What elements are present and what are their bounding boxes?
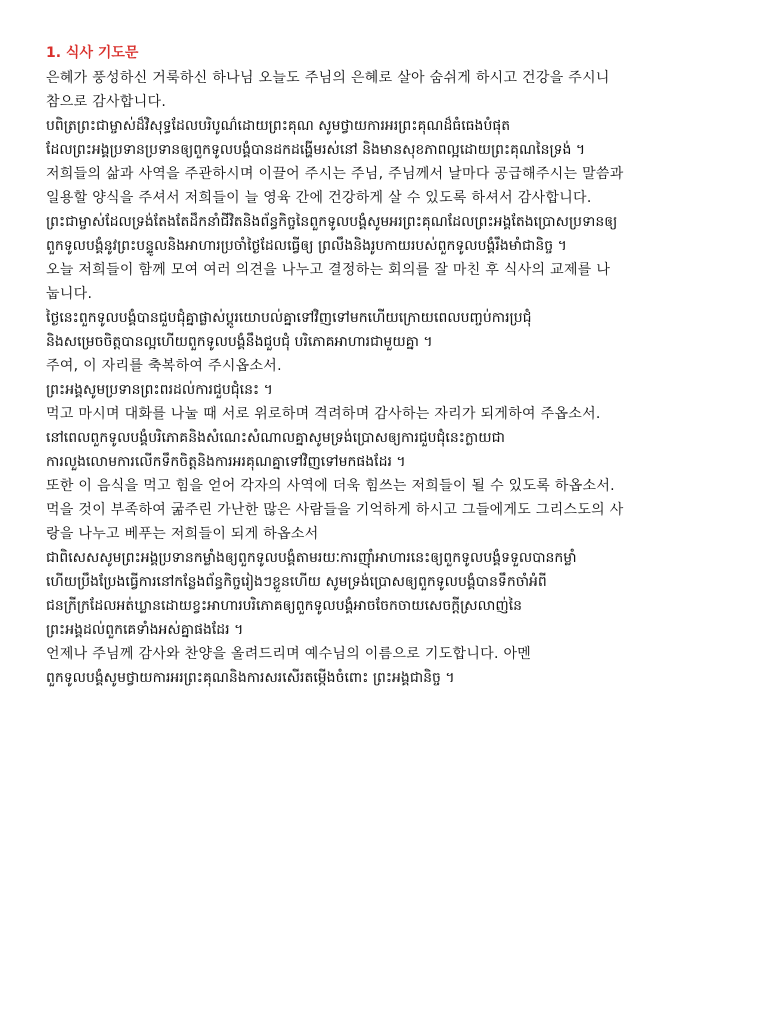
text-line: 먹을 것이 부족하여 굶주린 가난한 많은 사람들을 기억하게 하시고 그들에게도 그리스도의 사 <box>46 502 624 518</box>
text-line: ការលួងលោមការលើកទឹកចិត្តនិងការអរគុណគ្នាទៅវិញទៅមកផងដែរ ។ <box>46 454 406 470</box>
document-heading: 1. 식사 기도문 <box>46 45 139 61</box>
text-line: ថ្ងៃនេះពួកទូលបង្គំបានជួបជុំគ្នាផ្លាស់ប្តូរយោបល់គ្នាទៅវិញទៅមកហើយក្រោយពេលបញ្ចប់ការប្រជុំ <box>46 310 532 326</box>
text-line: ព្រះអង្គសូមប្រទានព្រះពរដល់ការជួបជុំនេះ ។ <box>46 382 273 398</box>
text-line: ជនក្រីក្រដែលអត់ឃ្លានដោយខ្វះអាហារបរិភោគឲ្យពួកទូលបង្គំអាចចែកចាយសេចក្តីស្រលាញ់នៃ <box>46 598 523 614</box>
korean-paragraph <box>46 354 726 378</box>
document-body <box>46 66 726 690</box>
text-line: នៅពេលពួកទូលបង្គំបរិភោគនិងសំណេះសំណាលគ្នាសូមទ្រង់ប្រោសឲ្យការជួបជុំនេះក្លាយជា <box>46 430 505 446</box>
khmer-paragraph <box>46 210 726 258</box>
korean-paragraph <box>46 162 726 210</box>
text-line: ព្រះអង្គដល់ពួកគេទាំងអស់គ្នាផងដែរ ។ <box>46 622 244 638</box>
korean-paragraph <box>46 474 726 546</box>
korean-paragraph <box>46 642 726 666</box>
khmer-paragraph <box>46 378 726 402</box>
text-line: ហើយប្រឹងប្រែងធ្វើការនៅកន្លែងព័ន្ធកិច្ចរៀងៗខ្លួនហើយ សូមទ្រង់ប្រោសឲ្យពួកទូលបង្គំបានទឹកចាំអំពី <box>46 574 547 590</box>
text-line: ព្រះជាម្ចាស់ដែលទ្រង់តែងតែដឹកនាំជីវិតនិងព័ន្ធកិច្ចនៃពួកទូលបង្គំសូមអរព្រះគុណដែលព្រះអង្គតែងប្រោសប្រទានឲ្យ <box>46 214 618 230</box>
khmer-paragraph <box>46 666 726 690</box>
text-line: 은혜가 풍성하신 거룩하신 하나님 오늘도 주님의 은혜로 살아 숨쉬게 하시고 건강을 주시니 <box>46 70 610 86</box>
text-line: 저희들의 삶과 사역을 주관하시며 이끌어 주시는 주님, 주님께서 날마다 공급해주시는 말씀과 <box>46 166 624 182</box>
khmer-paragraph <box>46 306 726 354</box>
text-line: និងសម្រេចចិត្តបានល្អហើយពួកទូលបង្គំនឹងជួបជុំ បរិភោគអាហារជាមួយគ្នា ។ <box>46 334 433 350</box>
khmer-paragraph <box>46 114 726 162</box>
khmer-paragraph <box>46 426 726 474</box>
text-line: បពិត្រព្រះជាម្ចាស់ដ៏វិសុទ្ធដែលបរិបូណ៌ដោយព្រះគុណ សូមថ្វាយការអរព្រះគុណដ៏ធំធេងបំផុត <box>46 118 511 134</box>
text-line: 언제나 주님께 감사와 찬양을 올려드리며 예수님의 이름으로 기도합니다. 아멘 <box>46 646 532 662</box>
text-line: 또한 이 음식을 먹고 힘을 얻어 각자의 사역에 더욱 힘쓰는 저희들이 될 수 있도록 하옵소서. <box>46 478 615 494</box>
korean-paragraph <box>46 402 726 426</box>
text-line: 참으로 감사합니다. <box>46 94 167 110</box>
text-line: 눕니다. <box>46 286 93 302</box>
text-line: 주여, 이 자리를 축복하여 주시옵소서. <box>46 358 282 374</box>
text-line: ជាពិសេសសូមព្រះអង្គប្រទានកម្លាំងឲ្យពួកទូលបង្គំតាមរយៈការញុាំអាហារនេះឲ្យពួកទូលបង្គំទទួលបានកម្លាំ <box>46 550 577 566</box>
text-line: ពួកទូលបង្គំសូមថ្វាយការអរព្រះគុណនិងការសរសើរតម្កើងចំពោះ ព្រះអង្គជានិច្ច ។ <box>46 670 455 686</box>
text-line: 먹고 마시며 대화를 나눌 때 서로 위로하며 격려하며 감사하는 자리가 되게하여 주옵소서. <box>46 406 601 422</box>
text-line: 랑을 나누고 베푸는 저희들이 되게 하옵소서 <box>46 526 319 542</box>
text-line: 오늘 저희들이 함께 모여 여러 의견을 나누고 결정하는 회의를 잘 마친 후 식사의 교제를 나 <box>46 262 611 278</box>
korean-paragraph <box>46 258 726 306</box>
text-line: 일용할 양식을 주셔서 저희들이 늘 영육 간에 건강하게 살 수 있도록 하셔서 감사합니다. <box>46 190 592 206</box>
text-line: ពួកទូលបង្គំនូវព្រះបន្ទូលនិងអាហារប្រចាំថ្ងៃដែលធ្វើឲ្យ ព្រលឹងនិងរូបកាយរបស់ពួកទូលបង្គំរឹងមាំជានិច្ច ។ <box>46 238 567 254</box>
khmer-paragraph <box>46 546 726 642</box>
korean-paragraph <box>46 66 726 114</box>
text-line: ដែលព្រះអង្គប្រទានប្រទានឲ្យពួកទូលបង្គំបានដកដង្ហើមរស់នៅ និងមានសុខភាពល្អដោយព្រះគុណនៃទ្រង់ ។ <box>46 142 586 158</box>
